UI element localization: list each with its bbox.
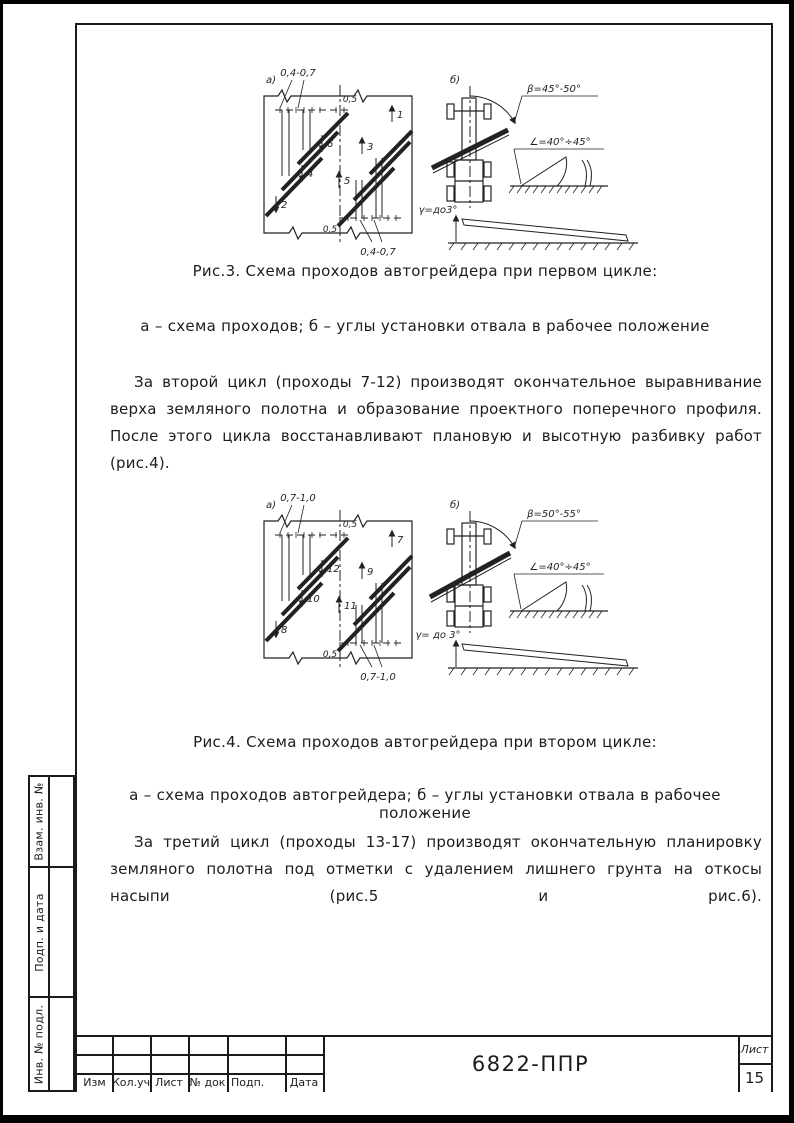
pass-number: 9: [367, 567, 374, 578]
gamma-angle-label: γ=до3°: [418, 205, 458, 216]
overlap-bottom-label: 0,5: [322, 650, 338, 660]
col-ndok: № док: [189, 1076, 226, 1089]
title-block: [77, 1035, 771, 1092]
pass-number: 1: [397, 110, 404, 121]
stamp-inv-podl: [28, 996, 75, 1092]
part-b-label: б): [450, 75, 461, 86]
col-izm: Изм: [83, 1076, 106, 1089]
overlap-top-label: 0,5: [342, 520, 358, 530]
overlap-top-label: 0,5: [342, 95, 358, 105]
part-a-label: а): [266, 500, 277, 511]
stamp-vzam-inv-empty-cell: [50, 777, 73, 866]
title-block-row-line: [77, 1054, 325, 1056]
col-koluch: Кол.уч: [112, 1076, 151, 1089]
alpha-angle-label: ∠=40°÷45°: [529, 137, 591, 148]
gamma-angle-label: γ= до 3°: [415, 630, 461, 641]
cut-width-bottom-label: 0,7-1,0: [360, 672, 396, 683]
scan-edge-left: [0, 0, 3, 1123]
pass-number: 10: [307, 594, 320, 605]
beta-angle-label: β=45°-50°: [527, 84, 581, 95]
stamp-vzam-inv: [28, 775, 75, 868]
stamp-podp-data-label-cell: [30, 868, 50, 996]
pass-number: 11: [344, 601, 357, 612]
beta-angle-label: β=50°-55°: [527, 509, 581, 520]
paragraph-cycle2: За второй цикл (проходы 7-12) производят окончательное выравнивание верха земляного полотна и образование проектного поперечного профиля. После этого цикла восстанавливают плановую и высотную разбивку работ (рис.4).: [110, 373, 762, 472]
pass-number: 3: [367, 142, 374, 153]
cut-width-top-label: 0,4-0,7: [280, 68, 316, 79]
blade-angle-sketch: [509, 149, 608, 193]
pass-number: 4: [307, 169, 314, 180]
paragraph-cycle3: За третий цикл (проходы 13-17) производят окончательную планировку земляного полотна под отметки с удалением лишнего грунта на откосы насыпи (рис.5 и рис.6).: [110, 833, 762, 905]
pass-number: 2: [281, 200, 288, 211]
stamp-vzam-inv-label-cell: [30, 777, 50, 866]
part-b-label: б): [450, 500, 461, 511]
cut-width-top-label: 0,7-1,0: [280, 493, 316, 504]
pass-number: 5: [344, 176, 351, 187]
scan-edge-bottom: [0, 1115, 794, 1123]
stamp-vzam-inv-label: Взам. инв. №: [32, 782, 46, 861]
sheet-label: Лист: [740, 1043, 769, 1056]
blade-side-view: [448, 641, 638, 675]
stamp-inv-podl-empty-cell: [50, 998, 73, 1090]
figure4-legend: а – схема проходов автогрейдера; б – углы установки отвала в рабочее положение: [129, 786, 721, 822]
blade-side-view: [448, 216, 638, 250]
scan-edge-right: [789, 0, 794, 1123]
blade-angle-sketch: [509, 574, 608, 618]
sheet-number: 15: [744, 1069, 765, 1087]
alpha-angle-label: ∠=40°÷45°: [529, 562, 591, 573]
overlap-bottom-label: 0,5: [322, 225, 338, 235]
pass-scheme: [264, 80, 412, 244]
col-data: Дата: [289, 1076, 319, 1089]
figure3-legend: а – схема проходов; б – углы установки отвала в рабочее положение: [140, 317, 710, 335]
pass-number: 8: [281, 625, 288, 636]
pass-number: 12: [327, 564, 340, 575]
figure3-caption: Рис.3. Схема проходов автогрейдера при первом цикле:: [192, 262, 658, 280]
stamp-inv-podl-label-cell: [30, 998, 50, 1090]
stamp-inv-podl-label: Инв. № подл.: [32, 1004, 46, 1084]
col-podp: Подп.: [231, 1076, 265, 1089]
pass-number: 7: [397, 535, 404, 546]
stamp-podp-data-empty-cell: [50, 868, 73, 996]
col-list: Лист: [155, 1076, 183, 1089]
figure4-caption: Рис.4. Схема проходов автогрейдера при втором цикле:: [193, 733, 657, 751]
pass-number: 6: [327, 139, 334, 150]
figure3-diagram: [252, 58, 647, 258]
figure4-diagram: [252, 483, 647, 683]
part-a-label: а): [266, 75, 277, 86]
cut-width-bottom-label: 0,4-0,7: [360, 247, 396, 258]
document-number: 6822-ППР: [471, 1052, 590, 1076]
stamp-podp-data-label: Подп. и дата: [32, 892, 46, 972]
stamp-podp-data: [28, 866, 75, 998]
scan-edge-top: [0, 0, 794, 4]
pass-scheme: [264, 505, 412, 669]
